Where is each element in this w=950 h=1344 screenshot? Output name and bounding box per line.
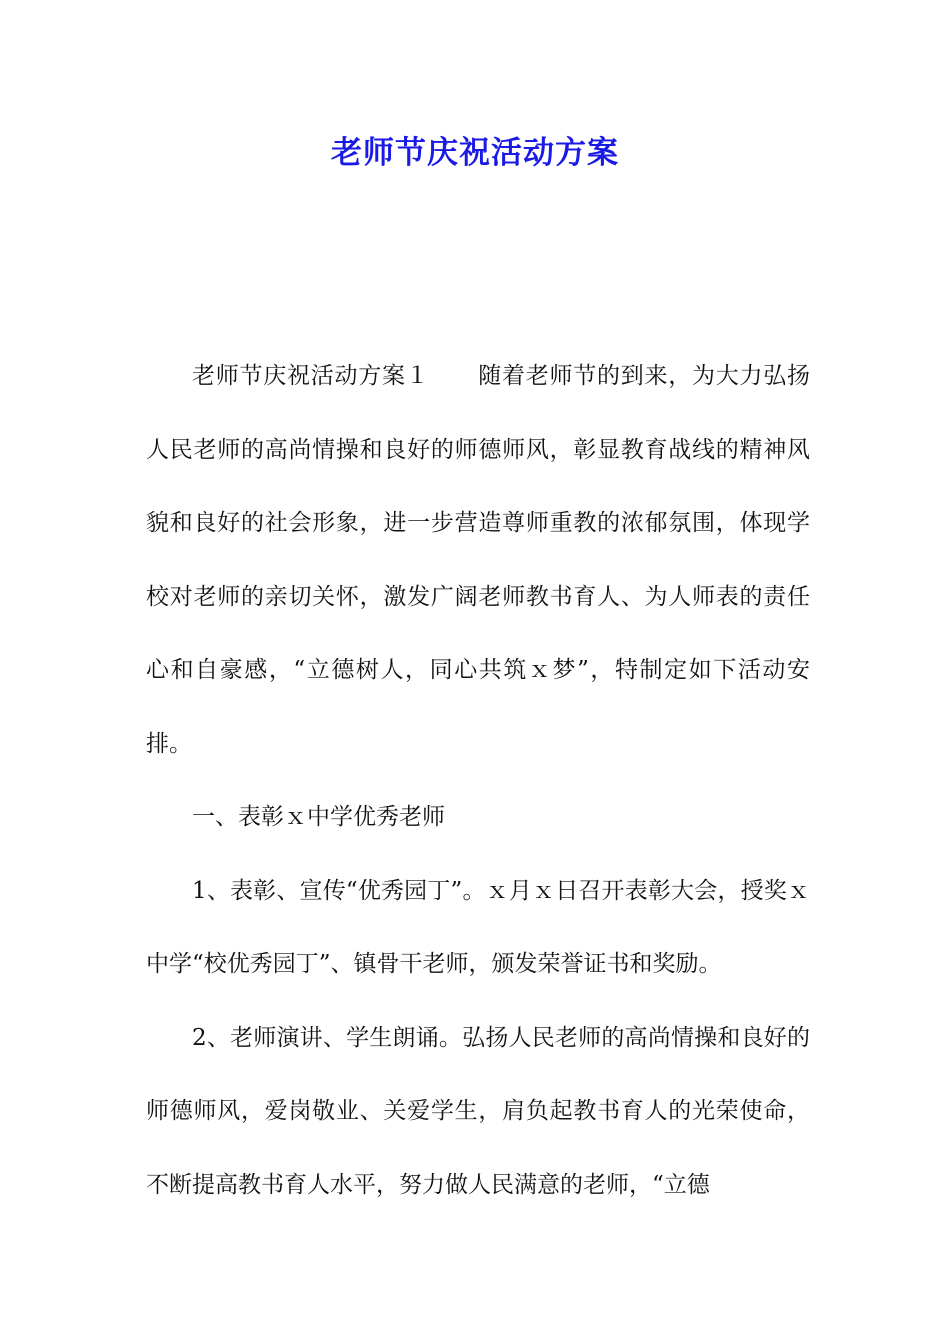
- paragraph-text: 随着老师节的到来，为大力弘扬人民老师的高尚情操和良好的师德师风，彰显教育战线的精神风貌和良好的社会形象，进一步营造尊师重教的浓郁氛围，体现学校对老师的亲切关怀，激发广阔老师教书育人、为人师表的责任心和自豪感，“立德树人，同心共筑ｘ梦”，特制定如下活动安排。: [146, 363, 810, 757]
- section-heading: 老师节庆祝活动方案１: [192, 363, 430, 389]
- paragraph-section-one: 一、表彰ｘ中学优秀老师: [192, 804, 445, 830]
- document-title: 老师节庆祝活动方案: [331, 135, 619, 171]
- paragraph-item-one: 1、表彰、宣传“优秀园丁”。ｘ月ｘ日召开表彰大会，授奖ｘ中学“校优秀园丁”、镇骨干老师，颁发荣誉证书和奖励。: [146, 877, 810, 977]
- paragraph-item-two: 2、老师演讲、学生朗诵。弘扬人民老师的高尚情操和良好的师德师风，爱岗敬业、关爱学生，肩负起教书育人的光荣使命，不断提高教书育人水平，努力做人民满意的老师，“立德: [146, 1024, 810, 1198]
- document-body: [146, 340, 810, 1222]
- paragraph-intro: [146, 340, 810, 781]
